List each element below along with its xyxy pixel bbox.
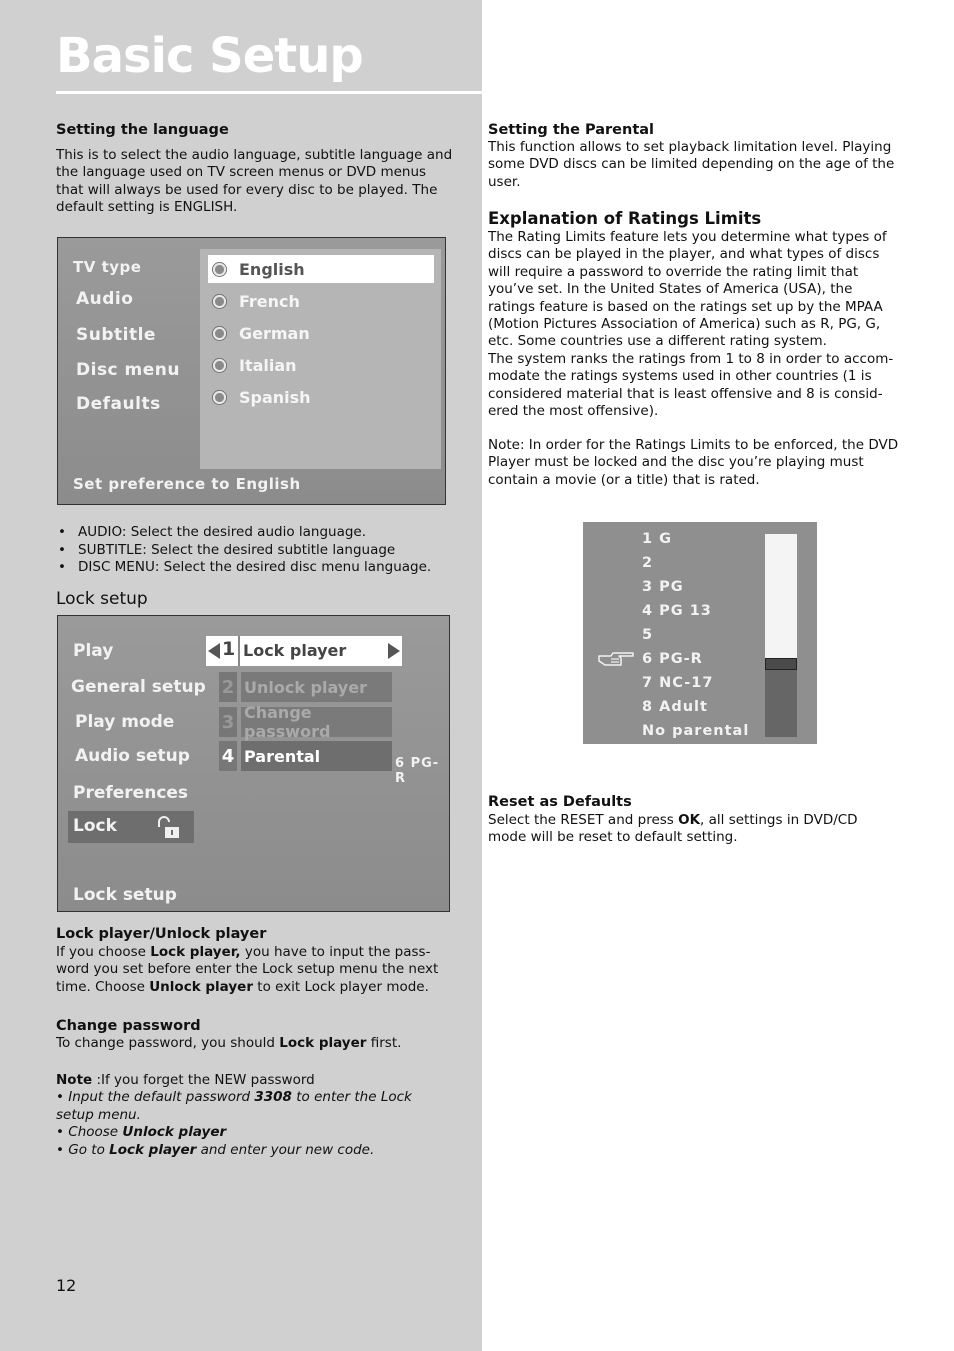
list-item: • SUBTITLE: Select the desired subtitle language <box>78 542 431 560</box>
change-password-heading: Change password <box>56 1018 201 1034</box>
lock-option-label: Parental <box>241 741 392 771</box>
lock-option-1-row <box>206 636 402 666</box>
separator <box>238 636 240 666</box>
osd-menu-lock-highlight <box>68 811 194 843</box>
language-heading: Setting the language <box>56 122 229 138</box>
osd-status-text: Set preference to English <box>73 475 301 493</box>
note-step: • Choose Unlock player <box>56 1124 227 1141</box>
change-password-body: To change password, you should Lock player first. <box>56 1035 402 1051</box>
language-option-italian: Italian <box>208 351 434 379</box>
pointing-hand-icon <box>597 650 635 668</box>
language-option-french: French <box>208 287 434 315</box>
ratings-heading: Explanation of Ratings Limits <box>488 209 762 228</box>
parental-heading: Setting the Parental <box>488 122 655 138</box>
lock-option-number: 1 <box>222 638 236 660</box>
language-option-english: English <box>208 255 434 283</box>
rating-item: 3 PG <box>642 579 684 595</box>
lock-player-body: If you choose Lock player, you have to input the pass-word you set before enter the Lock setup menu the next time. Choose Unlock player to exit Lock player mode. <box>56 944 439 995</box>
ratings-body-1: The Rating Limits feature lets you determine what types of discs can be played in the player, and what types of discs will require a password to override the rating limit that you’ve set. In the United States of America (USA), the ratings feature is based on the ratings set up by the MPAA (Motion Pictures Association of America) such as R, PG, G, etc. Some countries use a different rating system. <box>488 229 887 350</box>
radio-icon <box>212 390 227 405</box>
rating-item: 4 PG 13 <box>642 603 712 619</box>
lock-player-heading: Lock player/Unlock player <box>56 926 267 942</box>
osd-menu-subtitle: Subtitle <box>76 325 156 345</box>
osd-menu-preferences: Preferences <box>73 783 189 803</box>
note-step: • Go to Lock player and enter your new code. <box>56 1141 375 1158</box>
lock-option-number: 4 <box>219 741 237 771</box>
language-option-spanish: Spanish <box>208 383 434 411</box>
rating-item: 8 Adult <box>642 699 708 715</box>
ratings-note: Note: In order for the Ratings Limits to be enforced, the DVD Player must be locked and the disc you’re playing must contain a movie (or a title) that is rated. <box>488 437 899 488</box>
rating-level-slider <box>765 534 797 737</box>
language-bullet-list <box>56 524 431 577</box>
rating-item: 1 G <box>642 531 673 547</box>
page-title: Basic Setup <box>56 28 363 84</box>
rating-item: No parental <box>642 723 750 739</box>
arrow-right-icon <box>388 643 400 659</box>
parental-body: This function allows to set playback limitation level. Playing some DVD discs can be limited depending on the age of the user. <box>488 139 895 190</box>
osd-menu-disc-menu: Disc menu <box>76 360 181 380</box>
radio-icon <box>212 294 227 309</box>
list-item: • DISC MENU: Select the desired disc menu language. <box>78 559 431 577</box>
rating-item: 7 NC-17 <box>642 675 714 691</box>
slider-fill <box>765 534 797 658</box>
osd-menu-play-mode: Play mode <box>75 712 175 732</box>
osd-menu-lock: Lock <box>73 816 117 836</box>
rating-item-selected: 6 PG-R <box>642 651 703 667</box>
lock-osd-screen <box>57 615 450 912</box>
radio-icon <box>212 326 227 341</box>
reset-body: Select the RESET and press OK, all settings in DVD/CD mode will be reset to default setting. <box>488 812 858 846</box>
note-step: • Input the default password 3308 to enter the Lock setup menu. <box>56 1089 412 1123</box>
ratings-osd-screen <box>583 522 817 744</box>
lock-option-label: Change password <box>241 707 392 737</box>
title-rule <box>56 91 482 94</box>
lock-option-label: Unlock player <box>241 672 392 702</box>
rating-item: 5 <box>642 627 654 643</box>
language-option-german: German <box>208 319 434 347</box>
osd-menu-general-setup: General setup <box>71 677 206 697</box>
radio-icon <box>212 262 227 277</box>
lock-option-number: 2 <box>219 672 237 702</box>
note-line: Note :If you forget the NEW password <box>56 1072 315 1088</box>
osd-menu-audio: Audio <box>76 289 134 309</box>
language-osd-screen <box>57 237 446 505</box>
reset-heading: Reset as Defaults <box>488 794 632 810</box>
lock-setup-heading: Lock setup <box>56 589 148 609</box>
language-options-panel <box>200 249 441 469</box>
osd-menu-tv-type: TV type <box>73 258 142 276</box>
arrow-left-icon <box>208 643 220 659</box>
page-number: 12 <box>56 1276 77 1295</box>
ratings-body-2: The system ranks the ratings from 1 to 8 in order to accom-modate the ratings systems used in other countries (1 is considered material that is least offensive and 8 is consid-ered the most offensive). <box>488 351 894 420</box>
osd-menu-audio-setup: Audio setup <box>75 746 190 766</box>
osd-menu-defaults: Defaults <box>76 394 161 414</box>
parental-value: 6 PG-R <box>395 756 440 786</box>
radio-icon <box>212 358 227 373</box>
list-item: • AUDIO: Select the desired audio language. <box>78 524 431 542</box>
osd-menu-play: Play <box>73 641 114 661</box>
lock-option-label: Lock player <box>243 641 347 660</box>
slider-thumb <box>765 658 797 670</box>
padlock-open-icon <box>153 814 183 840</box>
lock-option-number: 3 <box>219 707 237 737</box>
osd-status-text: Lock setup <box>73 885 177 905</box>
note-block <box>56 1072 436 1159</box>
rating-item: 2 <box>642 555 654 571</box>
language-body: This is to select the audio language, subtitle language and the language used on TV screen menus or DVD menus that will always be used for every disc to be played. The default setting is ENGLISH. <box>56 147 453 216</box>
